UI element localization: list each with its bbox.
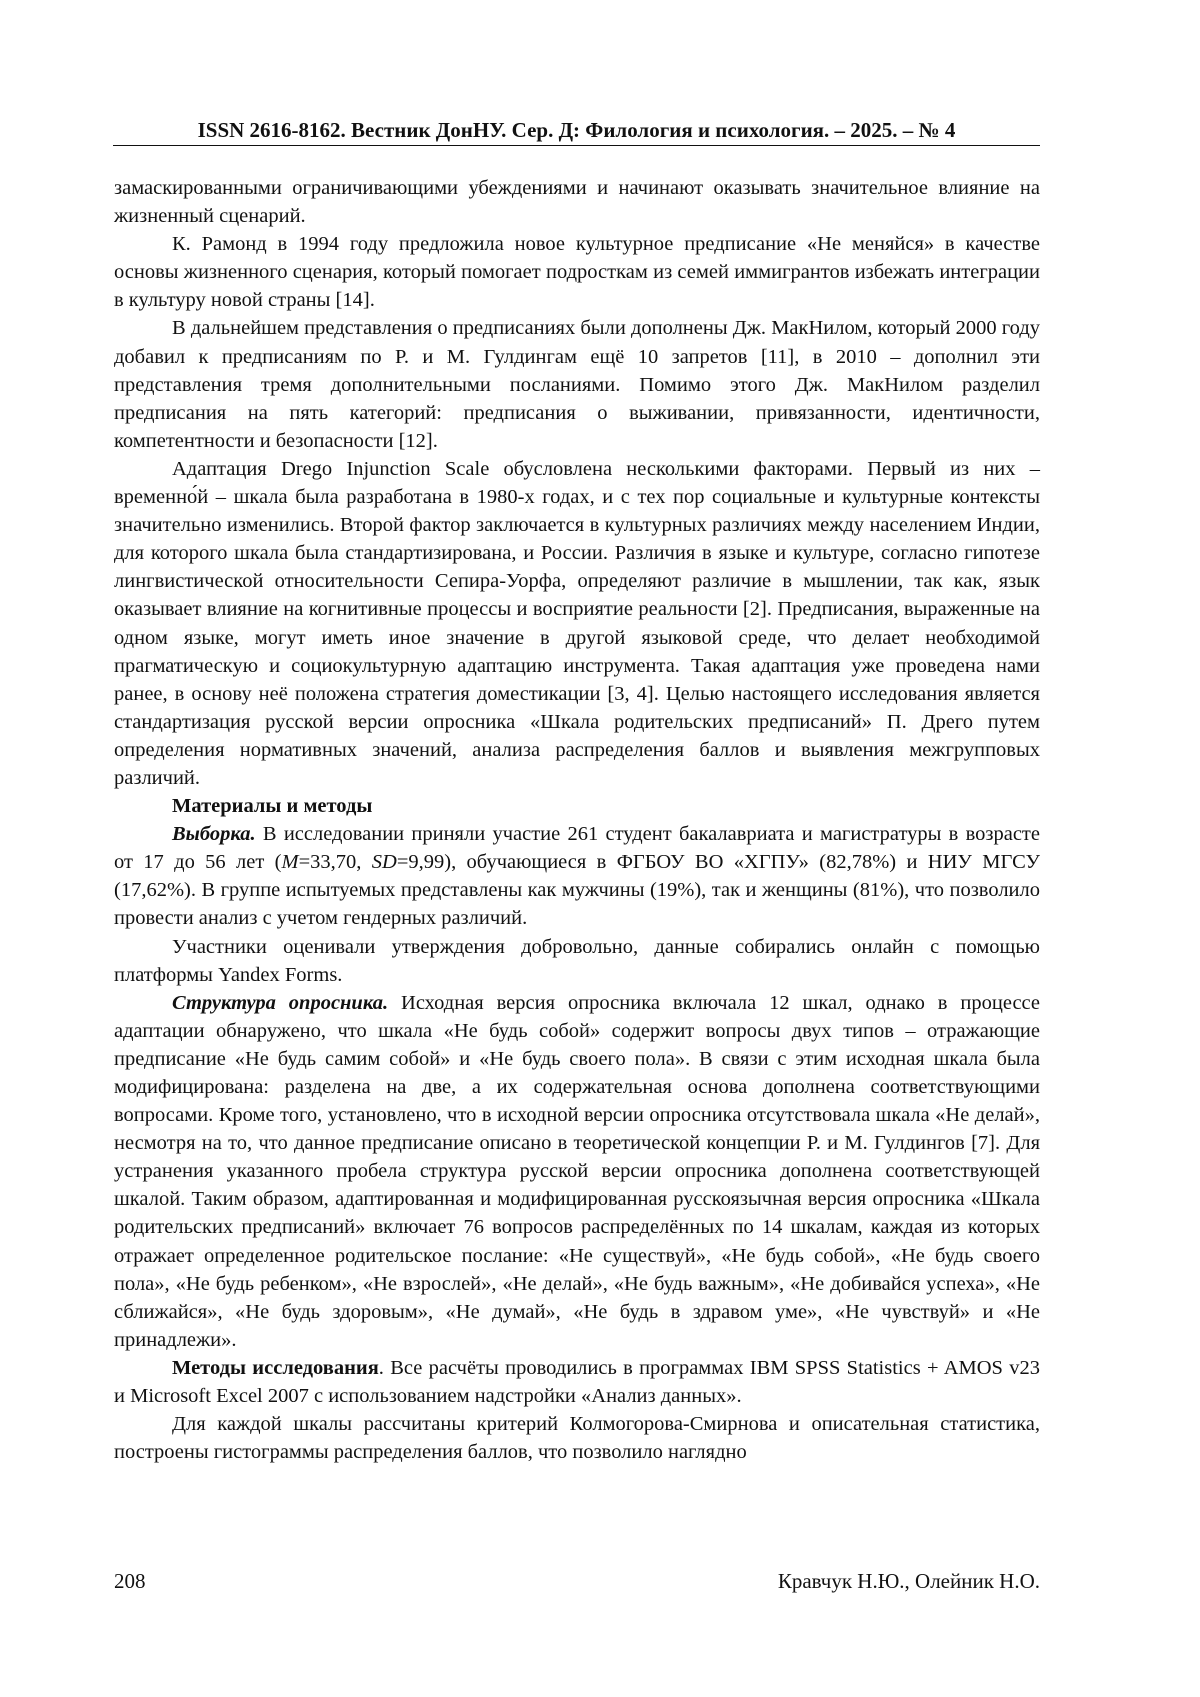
article-body	[114, 174, 1040, 1466]
stat-symbol: M	[281, 851, 299, 874]
stat-symbol: SD	[371, 851, 397, 874]
paragraph-text: =9,99), обучающиеся в ФГБОУ ВО «ХГПУ» (82,78%) и НИУ МГСУ (17,62%). В группе испытуемых представлены как мужчины (19%), так и женщины (81%), что позволило провести анализ с учетом гендерных различий.	[114, 851, 1040, 930]
paragraph-text: . Все расчёты проводились в программах IBM SPSS Statistics + AMOS v23 и Microsoft Excel 2007 с использованием надстройки «Анализ данных».	[114, 1356, 1040, 1408]
paragraph-text: В исследовании приняли участие 261 студент бакалавриата и магистратуры в возрасте от 17 до 56 лет (	[114, 823, 1040, 874]
paragraph-lead: Структура опросника.	[172, 991, 389, 1014]
paragraph: Для каждой шкалы рассчитаны критерий Колмогорова-Смирнова и описательная статистика, построены гистограммы распределения баллов, что позволило наглядно	[114, 1413, 1040, 1464]
journal-header	[113, 117, 1040, 146]
paragraph-text: Исходная версия опросника включала 12 шкал, однако в процессе адаптации обнаружено, что шкала «Не будь собой» содержит вопросы двух типов – отражающие предписание «Не будь самим собой» и «Не будь своего пола». В связи с этим исходная шкала была модифицирована: разделена на две, а их содержательная основа дополнена соответствующими вопросами. Кроме того, установлено, что в исходной версии опросника отсутствовала шкала «Не делай», несмотря на то, что данное предписание описано в теоретической концепции Р. и М. Гулдингов [7]. Для устранения указанного пробела структура русской версии опросника дополнена соответствующей шкалой. Таким образом, адаптированная и модифицированная русскоязычная версия опросника «Шкала родительских предписаний» включает 76 вопросов распределённых по 14 шкалам, каждая из которых отражает определенное родительское послание: «Не существуй», «Не будь собой», «Не будь своего пола», «Не будь ребенком», «Не взрослей», «Не делай», «Не будь важным», «Не добивайся успеха», «Не сближайся», «Не будь здоровым», «Не думай», «Не будь в здравом уме», «Не чувствуй» и «Не принадлежи».	[114, 991, 1040, 1351]
footer-authors: Кравчук Н.Ю., Олейник Н.О.	[777, 1569, 1040, 1593]
paragraph-sample	[114, 820, 1040, 932]
page-footer	[114, 1567, 1040, 1595]
paragraph: В дальнейшем представления о предписаниях были дополнены Дж. МакНилом, который 2000 году добавил к предписаниям по Р. и М. Гулдингам ещё 10 запретов [11], в 2010 – дополнил эти представления тремя дополнительными посланиями. Помимо этого Дж. МакНилом разделил предписания на пять категорий: предписания о выживании, привязанности, идентичности, компетентности и безопасности [12].	[114, 317, 1040, 452]
journal-header-title: ISSN 2616-8162. Вестник ДонНУ. Сер. Д: Филология и психология. – 2025. – № 4	[197, 118, 956, 142]
paragraph-methods	[114, 1354, 1040, 1410]
paragraph-text: =33,70,	[298, 851, 372, 874]
paragraph-structure	[114, 989, 1040, 1354]
paragraph-lead: Методы исследования	[172, 1356, 379, 1379]
paragraph-lead: Выборка.	[172, 823, 256, 846]
page-number: 208	[114, 1569, 146, 1593]
paragraph: Адаптация Drego Injunction Scale обусловлена несколькими факторами. Первый из них – временно́й – шкала была разработана в 1980-х годах, и с тех пор социальные и культурные контексты значительно изменились. Второй фактор заключается в культурных различиях между населением Индии, для которого шкала была стандартизирована, и России. Различия в языке и культуре, согласно гипотезе лингвистической относительности Сепира-Уорфа, определяют различие в мышлении, так как, язык оказывает влияние на когнитивные процессы и восприятие реальности [2]. Предписания, выраженные на одном языке, могут иметь иное значение в другой языковой среде, что делает необходимой прагматическую и социокультурную адаптацию инструмента. Такая адаптация уже проведена нами ранее, в основу неё положена стратегия доместикации [3, 4]. Целью настоящего исследования является стандартизация русской версии опросника «Шкала родительских предписаний» П. Дрего путем определения нормативных значений, анализа распределения баллов и выявления межгрупповых различий.	[114, 457, 1040, 789]
paragraph: Участники оценивали утверждения добровольно, данные собирались онлайн с помощью платформы Yandex Forms.	[114, 935, 1040, 986]
section-heading: Материалы и методы	[172, 795, 373, 818]
paragraph: К. Рамонд в 1994 году предложила новое культурное предписание «Не меняйся» в качестве основы жизненного сценария, который помогает подросткам из семей иммигрантов избежать интеграции в культуру новой страны [14].	[114, 233, 1040, 312]
paragraph: замаскированными ограничивающими убеждениями и начинают оказывать значительное влияние на жизненный сценарий.	[114, 177, 1040, 228]
